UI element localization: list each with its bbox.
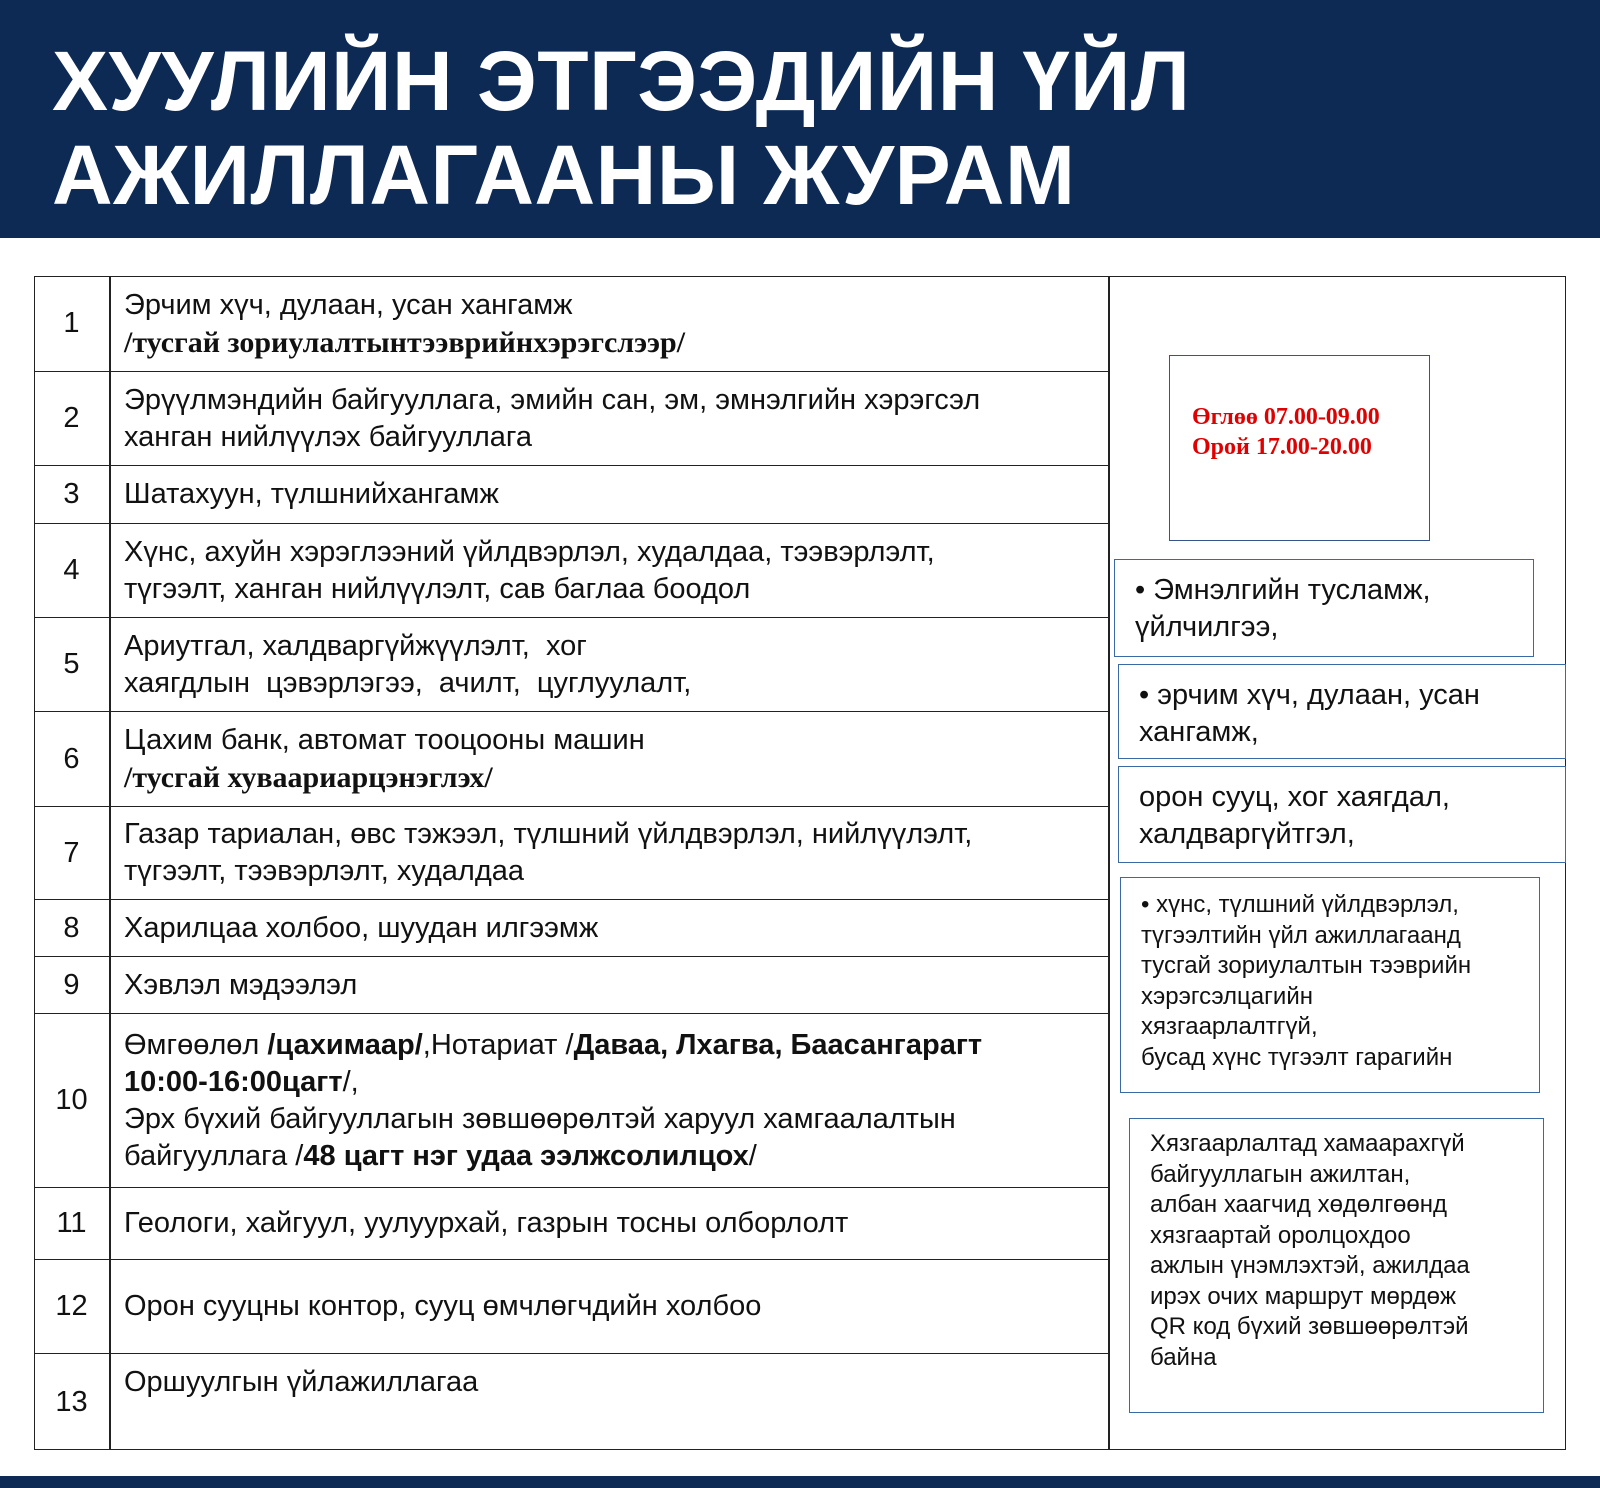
table-row <box>34 712 1109 807</box>
medical-service-box <box>1114 559 1534 657</box>
row-text-line: ханган нийлүүлэх байгууллага <box>124 420 532 453</box>
text-segment: Өмгөөлөл <box>124 1028 268 1061</box>
box-text <box>1139 677 1553 751</box>
row-text <box>124 524 1099 617</box>
table-row <box>34 1188 1109 1260</box>
box-text-line: • хүнс, түлшний үйлдвэрлэл, <box>1141 891 1459 918</box>
row-text-line: хаягдлын цэвэрлэгээ, ачилт, цуглуулалт, <box>124 666 692 699</box>
time-schedule-box <box>1169 355 1430 541</box>
row-text <box>124 712 1099 806</box>
evening-hours: Орой 17.00-20.00 <box>1192 434 1372 460</box>
row-text-line: Цахим банк, автомат тооцооны машин <box>124 724 645 756</box>
row-text-line: Эрүүлмэндийн байгууллага, эмийн сан, эм, эмнэлгийн хэрэгсэл <box>124 383 981 416</box>
row-text <box>124 466 1099 523</box>
row-number: 9 <box>63 968 80 1001</box>
box-text <box>1139 779 1553 853</box>
table-row <box>34 957 1109 1014</box>
row-text-line: Эрчим хүч, дулаан, усан хангамж <box>124 288 573 321</box>
row-text <box>124 900 1099 956</box>
text-segment-bold: /цахимаар/ <box>267 1028 423 1061</box>
box-text-line: хязгаартай оролцохдоо <box>1150 1221 1411 1249</box>
table-row <box>34 372 1109 466</box>
table-row <box>34 276 1109 372</box>
row-text-line: түгээлт, ханган нийлүүлэлт, сав баглаа боодол <box>124 572 751 605</box>
row-number: 7 <box>63 836 80 869</box>
row-text-line: Орон сууцны контор, сууц өмчлөгчдийн холбоо <box>124 1290 762 1322</box>
row-text-line: түгээлт, тээвэрлэлт, худалдаа <box>124 855 525 887</box>
table-row <box>34 466 1109 524</box>
table-row <box>34 618 1109 712</box>
row-text-line: Харилцаа холбоо, шуудан илгээмж <box>124 911 599 944</box>
box-text <box>1141 890 1527 1073</box>
header-banner <box>0 0 1600 238</box>
row-text <box>124 372 1099 465</box>
row-number: 5 <box>63 648 80 680</box>
row-text-line: Ариутгал, халдваргүйжүүлэлт, хог <box>124 629 587 662</box>
row-number: 11 <box>56 1207 87 1239</box>
row-text <box>124 957 1099 1013</box>
text-segment-bold: 48 цагт нэг удаа ээлжсолилцох <box>303 1139 749 1172</box>
housing-waste-box <box>1118 766 1566 863</box>
box-text <box>1150 1129 1531 1373</box>
text-segment-bold: 10:00-16:00цагт <box>124 1065 343 1098</box>
row-text <box>124 807 1099 899</box>
row-number: 4 <box>63 554 80 586</box>
row-text <box>124 618 1099 711</box>
table-row <box>34 1354 1109 1450</box>
row-number: 3 <box>63 478 80 510</box>
box-text-line: тусгай зориулалтын тээврийн <box>1141 952 1472 979</box>
table-row <box>34 807 1109 900</box>
row-text-note: /тусгай хуваариарцэнэглэх/ <box>124 761 493 794</box>
title-line-1: ХУУЛИЙН ЭТГЭЭДИЙН ҮЙЛ <box>52 34 1191 128</box>
row-number: 1 <box>63 307 80 339</box>
row-number: 2 <box>63 402 80 434</box>
box-text-line: хангамж, <box>1139 716 1259 748</box>
row-text <box>124 1188 1099 1259</box>
box-text-line: • эрчим хүч, дулаан, усан <box>1139 679 1480 711</box>
table-row <box>34 1260 1109 1354</box>
row-text <box>124 276 1099 371</box>
box-text-line: ирэх очих маршрут мөрдөж <box>1150 1282 1457 1310</box>
box-text-line: халдваргүйтгэл, <box>1139 818 1355 850</box>
table-row <box>34 524 1109 618</box>
box-text-line: түгээлтийн үйл ажиллагаанд <box>1141 921 1461 949</box>
text-segment: /, <box>342 1065 359 1098</box>
text-segment: байгууллага / <box>124 1139 304 1172</box>
text-segment-bold: Даваа, Лхагва, Баасангарагт <box>573 1028 983 1061</box>
table-row <box>34 1014 1109 1188</box>
row-text-note: /тусгай зориулалтынтээврийнхэрэгслээр/ <box>124 325 686 359</box>
row-number: 6 <box>63 742 80 775</box>
table-row <box>34 900 1109 957</box>
row-text-line <box>124 1138 1099 1175</box>
row-text-line <box>124 1064 1099 1101</box>
box-text-line: бусад хүнс түгээлт гарагийн <box>1141 1043 1453 1071</box>
box-text-line: үйлчилгээ, <box>1135 611 1279 643</box>
row-text-line: Оршуулгын үйлажиллагаа <box>124 1366 479 1398</box>
page-title <box>52 34 1190 222</box>
box-text-line: ажлын үнэмлэхтэй, ажилдаа <box>1150 1252 1470 1279</box>
box-text <box>1135 572 1521 646</box>
box-text-line: Хязгаарлалтад хамаарахгүй <box>1150 1130 1465 1157</box>
box-text-line: байгууллагын ажилтан, <box>1150 1160 1411 1188</box>
box-text-line: QR код бүхий зөвшөөрөлтэй <box>1150 1313 1469 1340</box>
text-segment: ,Нотариат / <box>422 1028 574 1061</box>
row-text <box>124 1260 1099 1353</box>
row-text <box>124 1354 1099 1450</box>
row-text-line: Шатахуун, түлшнийхангамж <box>124 478 499 510</box>
morning-hours: Өглөө 07.00-09.00 <box>1192 404 1380 430</box>
row-text-line: Эрх бүхий байгууллагын зөвшөөрөлтэй харуул хамгаалалтын <box>124 1102 956 1135</box>
box-text-line: хэрэгсэлцагийн <box>1141 982 1313 1010</box>
box-text-line: байна <box>1150 1343 1217 1371</box>
box-text-line: • Эмнэлгийн тусламж, <box>1135 574 1431 606</box>
employee-permit-box <box>1129 1118 1544 1413</box>
title-line-2: АЖИЛЛАГААНЫ ЖУРАМ <box>52 128 1076 222</box>
food-fuel-box <box>1120 877 1540 1093</box>
row-number: 12 <box>55 1290 88 1322</box>
box-text-line: орон сууц, хог хаягдал, <box>1139 781 1450 813</box>
row-number: 13 <box>55 1385 88 1418</box>
row-text-line: Хүнс, ахуйн хэрэглээний үйлдвэрлэл, худалдаа, тээвэрлэлт, <box>124 535 935 568</box>
row-number: 10 <box>55 1084 88 1116</box>
row-text <box>124 1014 1099 1187</box>
row-number: 8 <box>63 911 80 944</box>
row-text-line: Геологи, хайгуул, уулуурхай, газрын тосны олборлолт <box>124 1207 849 1239</box>
text-segment: / <box>748 1139 757 1172</box>
box-text-line: хязгаарлалтгүй, <box>1141 1013 1318 1040</box>
time-schedule-text <box>1192 402 1380 462</box>
box-text-line: албан хаагчид хөдөлгөөнд <box>1150 1191 1447 1218</box>
footer-bar <box>0 1476 1600 1488</box>
row-text-line: Хэвлэл мэдээлэл <box>124 968 358 1001</box>
utilities-box <box>1118 664 1566 759</box>
row-text-line: Газар тариалан, өвс тэжээл, түлшний үйлдвэрлэл, нийлүүлэлт, <box>124 818 973 850</box>
row-text-line <box>124 1027 1099 1064</box>
